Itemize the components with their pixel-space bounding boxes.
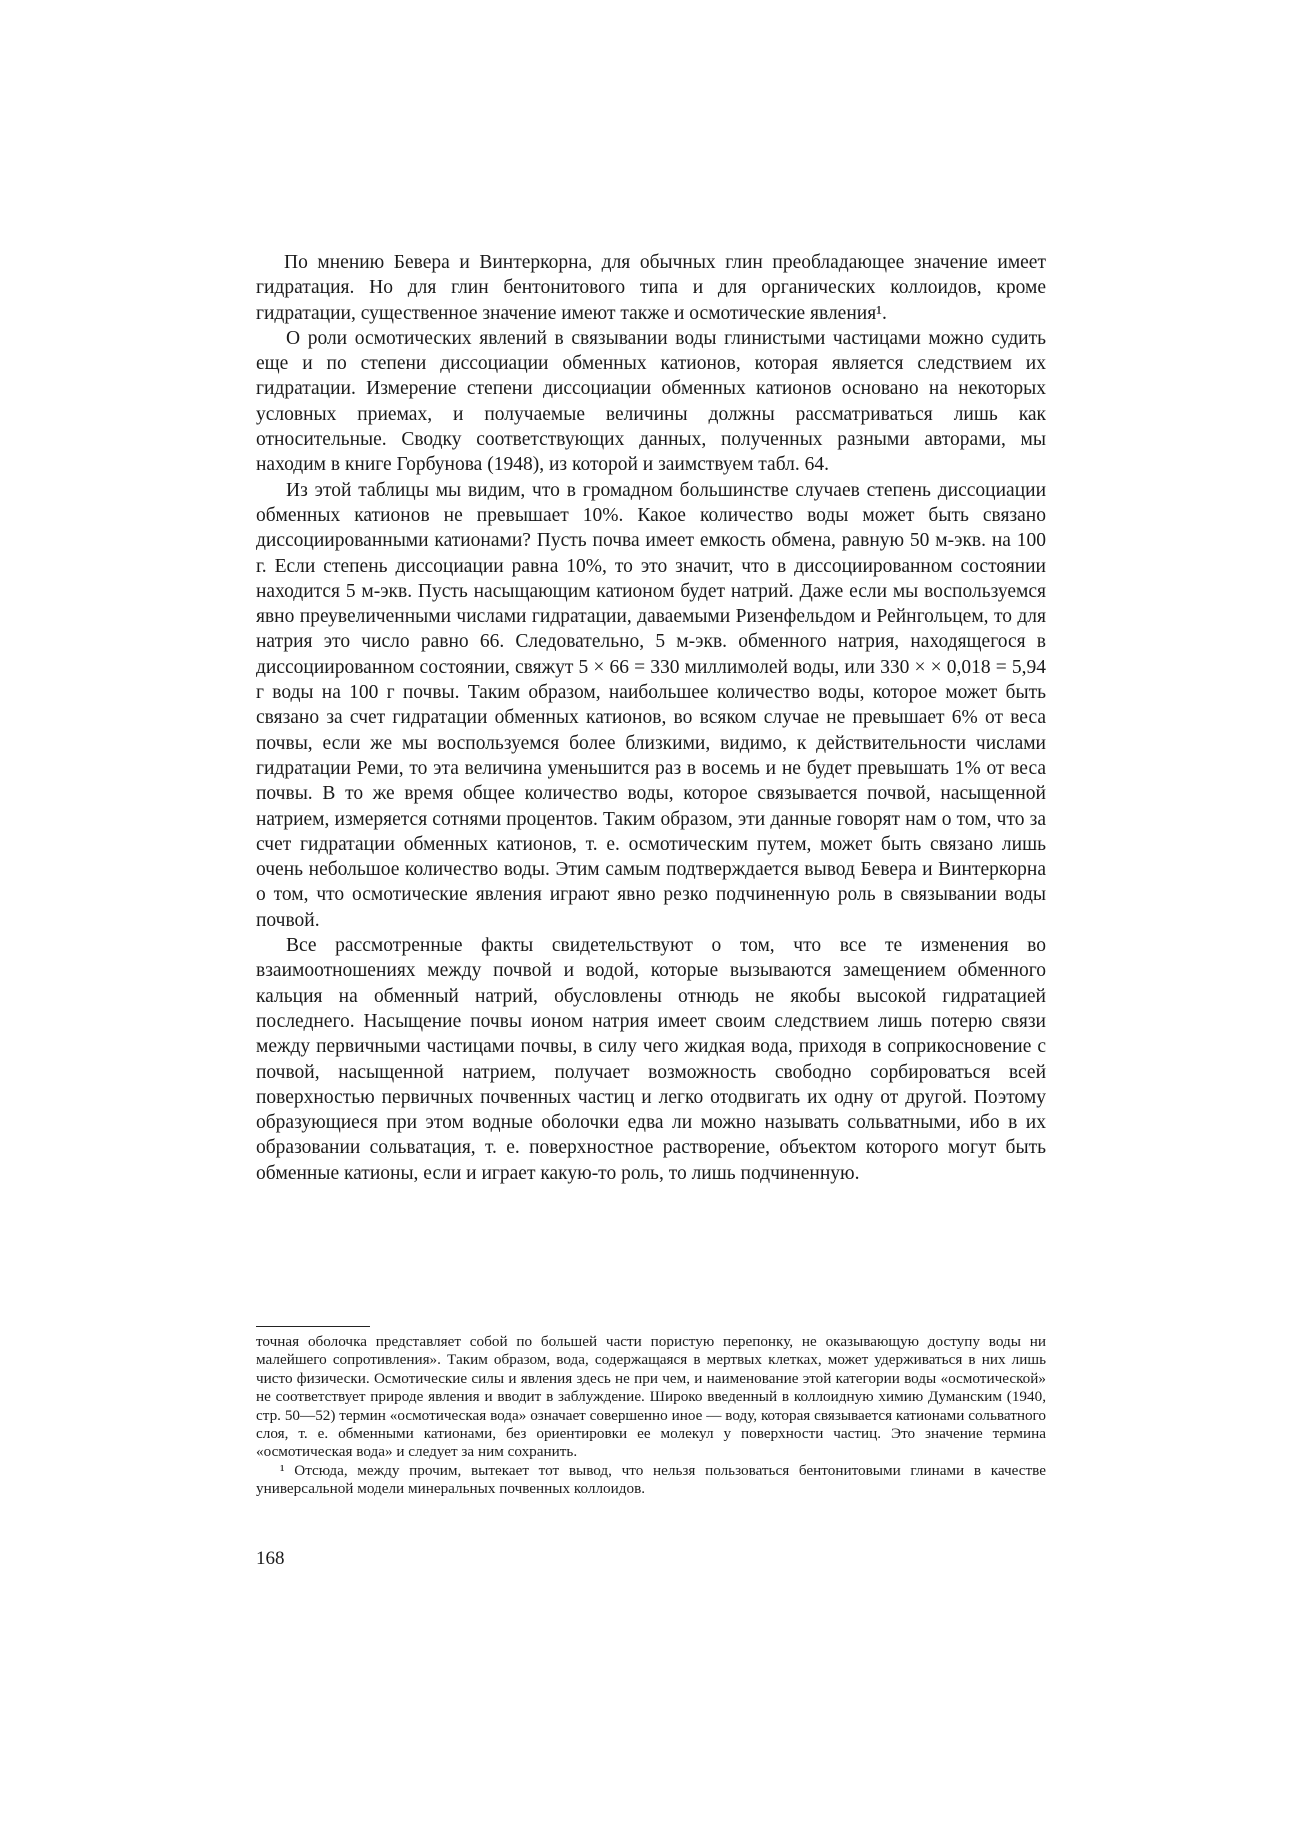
paragraph: Все рассмотренные факты свидетельствуют о том, что все те изменения во взаимоотношениях между почвой и водой, которые вызываются замещением обменного кальция на обменный натрий, обусловлены отнюдь не якобы высокой гидратацией последнего. Насыщение почвы ионом натрия имеет своим следствием лишь потерю связи между первичными частицами почвы, в силу чего жидкая вода, приходя в соприкосновение с почвой, насыщенной натрием, получает возможность свободно сорбироваться всей поверхностью первичных почвенных частиц и легко отодвигать их одну от другой. Поэтому образующиеся при этом водные оболочки едва ли можно называть сольватными, ибо в их образовании сольватация, т. е. поверхностное растворение, объектом которого могут быть обменные катионы, если и играет какую-то роль, то лишь подчиненную. [256,935,1046,1184]
footnote-1: ¹ Отсюда, между прочим, вытекает тот вывод, что нельзя пользоваться бентонитовыми глинами в качестве универсальной модели минеральных почвенных коллоидов. [256,1461,1046,1498]
footnote-divider [256,1326,370,1327]
main-text [256,250,1046,1186]
paragraph: По мнению Бевера и Винтеркорна, для обычных глин преобладающее значение имеет гидратация. Но для глин бентонитового типа и для органических коллоидов, кроме гидратации, существенное значение имеют также и осмотические явления¹. [256,252,1046,324]
footnotes [256,1333,1046,1499]
footnote-continuation: точная оболочка представляет собой по большей части пористую перепонку, не оказывающую доступу воды ни малейшего сопротивления». Таким образом, вода, содержащаяся в мертвых клетках, может удерживаться в них лишь чисто физически. Осмотические силы и явления здесь не при чем, и наименование этой категории воды «осмотической» не соответствует природе явления и вводит в заблуждение. Широко введенный в коллоидную химию Думанским (1940, стр. 50—52) термин «осмотическая вода» означает совершенно иное — воду, которая связывается катионами сольватного слоя, т. е. обменными катионами, без ориентировки ее молекул у поверхности частиц. Это значение термина «осмотическая вода» и следует за ним сохранить. [256,1333,1046,1461]
paragraph: Из этой таблицы мы видим, что в громадном большинстве случаев степень диссоциации обменных катионов не превышает 10%. Какое количество воды может быть связано диссоциированными катионами? Пусть почва имеет емкость обмена, равную 50 м-экв. на 100 г. Если степень диссоциации равна 10%, то это значит, что в диссоциированном состоянии находится 5 м-экв. Пусть насыщающим катионом будет натрий. Даже если мы воспользуемся явно преувеличенными числами гидратации, даваемыми Ризенфельдом и Рейнгольцем, то для натрия это число равно 66. Следовательно, 5 м-экв. обменного натрия, находящегося в диссоциированном состоянии, свяжут 5 × 66 = 330 миллимолей воды, или 330 × × 0,018 = 5,94 г воды на 100 г почвы. Таким образом, наибольшее количество воды, которое может быть связано за счет гидратации обменных катионов, во всяком случае не превышает 6% от веса почвы, если же мы воспользуемся более близкими, видимо, к действительности числами гидратации Реми, то эта величина уменьшится раз в восемь и не будет превышать 1% от веса почвы. В то же время общее количество воды, которое связывается почвой, насыщенной натрием, измеряется сотнями процентов. Таким образом, эти данные говорят нам о том, что за счет гидратации обменных катионов, т. е. осмотическим путем, может быть связано лишь очень небольшое количество воды. Этим самым подтверждается вывод Бевера и Винтеркорна о том, что осмотические явления играют явно резко подчиненную роль в связывании воды почвой. [256,479,1046,931]
paragraph: О роли осмотических явлений в связывании воды глинистыми частицами можно судить еще и по степени диссоциации обменных катионов, которая является следствием их гидратации. Измерение степени диссоциации обменных катионов основано на некоторых условных приемах, и получаемые величины должны рассматриваться лишь как относительные. Сводку соответствующих данных, полученных разными авторами, мы находим в книге Горбунова (1948), из которой и заимствуем табл. 64. [256,327,1046,476]
page-number: 168 [256,1548,285,1569]
